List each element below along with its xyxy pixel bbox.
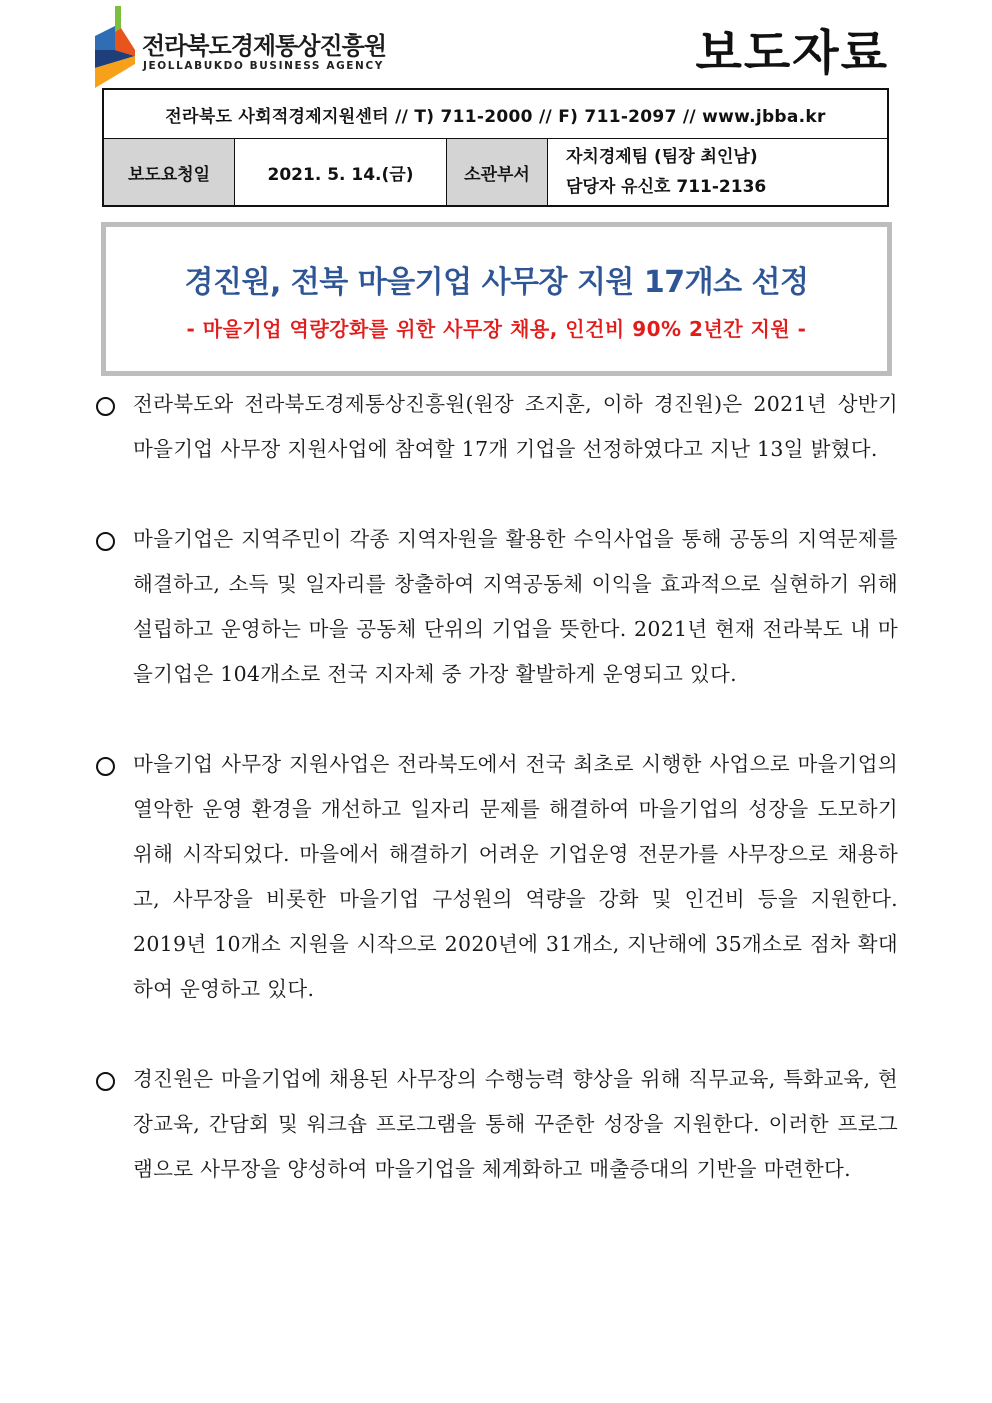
circle-bullet-icon xyxy=(96,532,115,551)
paragraph xyxy=(96,517,898,697)
contact-info: 전라북도 사회적경제지원센터 // T) 711-2000 // F) 711-2097 // www.jbba.kr xyxy=(103,89,888,139)
paragraph xyxy=(96,742,898,1012)
paragraph-text: 마을기업 사무장 지원사업은 전라북도에서 전국 최초로 시행한 사업으로 마을기업의 열악한 운영 환경을 개선하고 일자리 문제를 해결하여 마을기업의 성장을 도모하기 위해 시작되었다. 마을에서 해결하기 어려운 기업운영 전문가를 사무장으로 채용하고, 사무장을 비롯한 마을기업 구성원의 역량을 강화 및 인건비 등을 지원한다. 2019년 10개소 지원을 시작으로 2020년에 31개소, 지난해에 35개소로 점차 확대하여 운영하고 있다. xyxy=(133,752,898,1001)
article-body xyxy=(96,382,898,1237)
request-date-label: 보도요청일 xyxy=(103,139,235,207)
headline-box xyxy=(101,222,892,376)
paragraph-text: 전라북도와 전라북도경제통상진흥원(원장 조지훈, 이하 경진원)은 2021년 상반기 마을기업 사무장 지원사업에 참여할 17개 기업을 선정하였다고 지난 13일 밝혔다. xyxy=(133,392,898,461)
org-logo xyxy=(95,6,395,88)
document-type-title: 보도자료 xyxy=(695,25,889,81)
department-team: 자치경제팀 (팀장 최인남) xyxy=(566,147,758,167)
department-label: 소관부서 xyxy=(447,139,548,207)
circle-bullet-icon xyxy=(96,757,115,776)
request-date-value: 2021. 5. 14.(금) xyxy=(235,139,447,207)
org-name-english: JEOLLABUKDO BUSINESS AGENCY xyxy=(143,60,384,72)
paragraph-text: 경진원은 마을기업에 채용된 사무장의 수행능력 향상을 위해 직무교육, 특화교육, 현장교육, 간담회 및 워크숍 프로그램을 통해 꾸준한 성장을 지원한다. 이러한 프로그램으로 사무장을 양성하여 마을기업을 체계화하고 매출증대의 기반을 마련한다. xyxy=(133,1067,898,1181)
paragraph-text: 마을기업은 지역주민이 각종 지역자원을 활용한 수익사업을 통해 공동의 지역문제를 해결하고, 소득 및 일자리를 창출하여 지역공동체 이익을 효과적으로 실현하기 위해 설립하고 운영하는 마을 공동체 단위의 기업을 뜻한다. 2021년 현재 전라북도 내 마을기업은 104개소로 전국 지자체 중 가장 활발하게 운영되고 있다. xyxy=(133,527,898,686)
paragraph xyxy=(96,1057,898,1192)
headline-subtitle: - 마을기업 역량강화를 위한 사무장 채용, 인건비 90% 2년간 지원 - xyxy=(186,317,807,341)
department-value xyxy=(548,139,889,207)
press-info-table xyxy=(102,88,889,207)
org-name-korean: 전라북도경제통상진흥원 xyxy=(142,32,387,60)
circle-bullet-icon xyxy=(96,1072,115,1091)
circle-bullet-icon xyxy=(96,397,115,416)
headline-title: 경진원, 전북 마을기업 사무장 지원 17개소 선정 xyxy=(184,265,809,300)
department-contact-person: 담당자 유신호 711-2136 xyxy=(566,177,767,197)
paragraph xyxy=(96,382,898,472)
org-logo-icon xyxy=(95,6,139,88)
